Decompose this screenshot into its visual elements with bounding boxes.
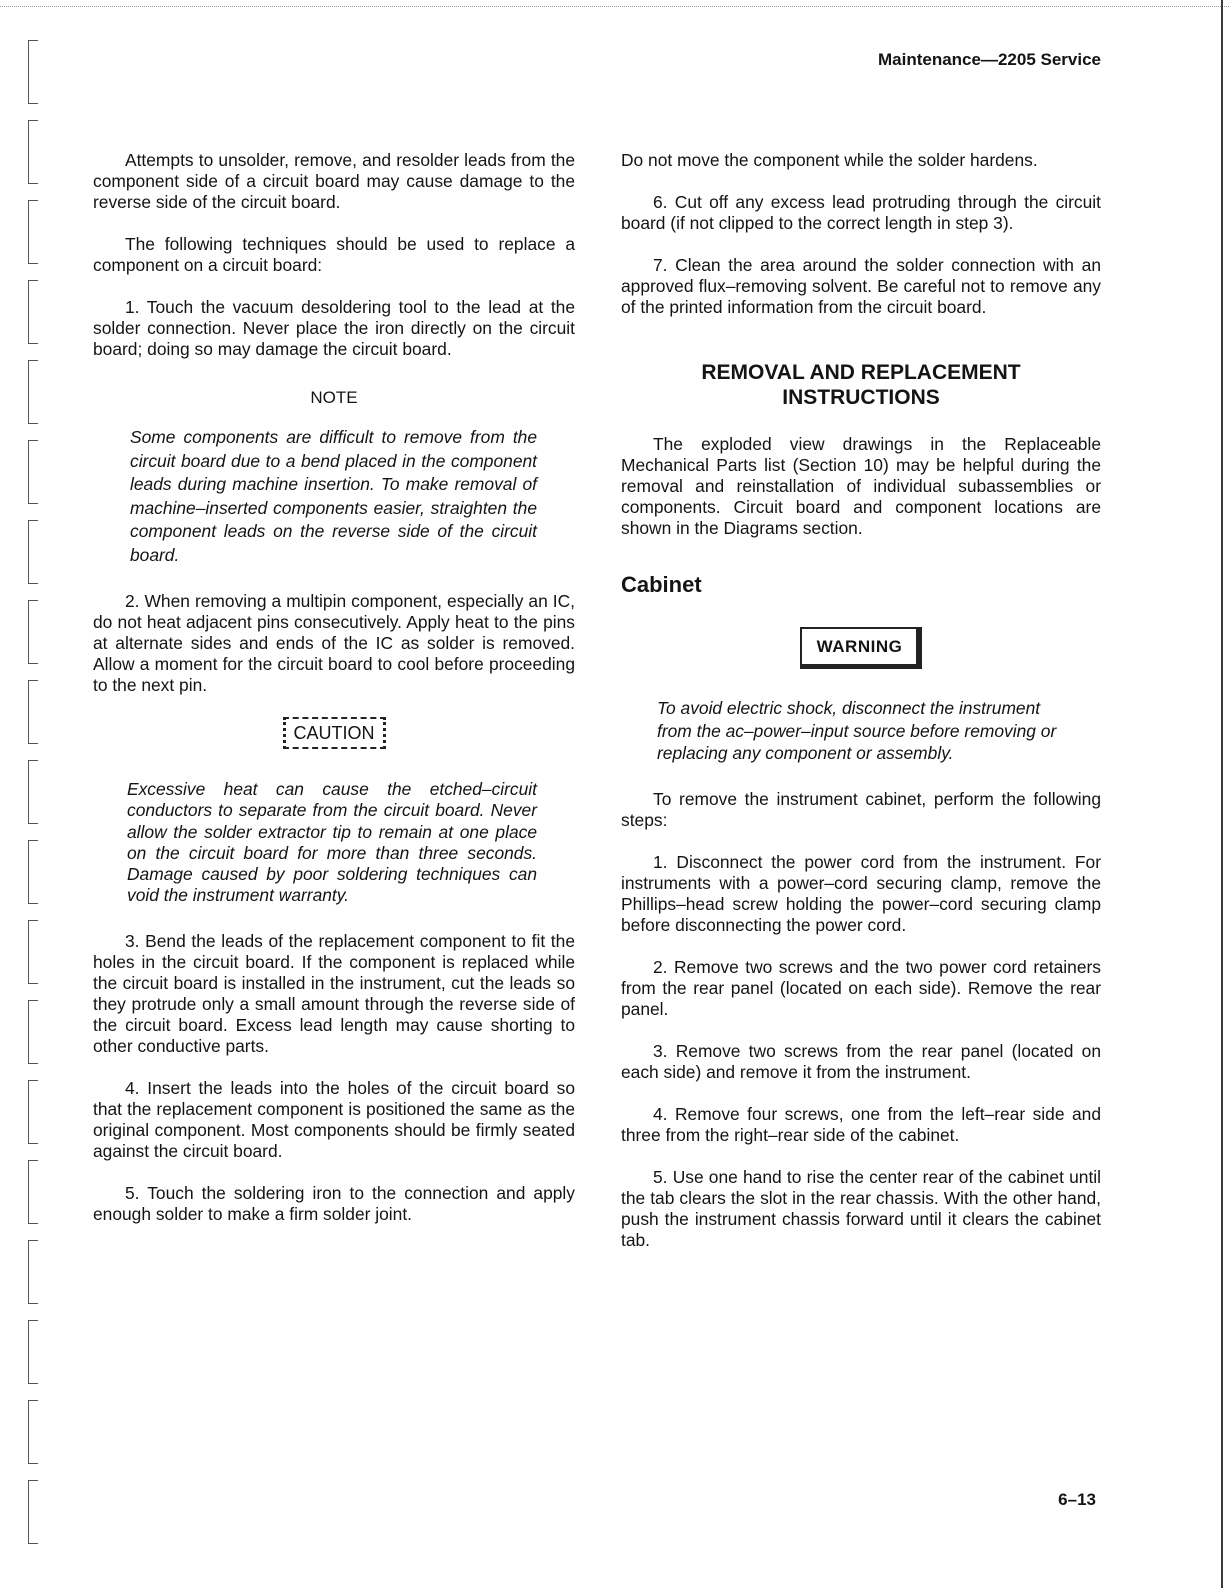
scan-right-edge [1221, 0, 1223, 1588]
warning-label: WARNING [800, 627, 923, 669]
binding-hole [28, 760, 38, 824]
step-7: 7. Clean the area around the solder connection with an approved flux–removing solvent. Be careful not to remove any of the printed information from the circuit board. [621, 255, 1101, 317]
note-title: NOTE [310, 388, 358, 407]
scan-top-rule [0, 6, 1229, 7]
cabinet-step-4: 4. Remove four screws, one from the left–rear side and three from the right–rear side of the cabinet. [621, 1103, 1101, 1145]
binding-hole [28, 680, 38, 744]
binding-hole [28, 440, 38, 504]
binding-hole [28, 1400, 38, 1464]
binding-hole [28, 520, 38, 584]
step-5: 5. Touch the soldering iron to the connection and apply enough solder to make a firm solder joint. [93, 1182, 575, 1224]
binding-hole [28, 1320, 38, 1384]
left-column [93, 150, 575, 1246]
binding-hole [28, 1080, 38, 1144]
page-number: 6–13 [1058, 1490, 1096, 1509]
paragraph-techniques-intro: The following techniques should be used to replace a component on a circuit board: [93, 234, 575, 275]
caution-text: Excessive heat can cause the etched–circuit conductors to separate from the circuit board. Never allow the solder extractor tip to remain at one place on the circuit board for more than three seconds. Damage caused by poor soldering techniques can void the instrument warranty. [127, 779, 537, 906]
cabinet-heading: Cabinet [621, 572, 702, 597]
running-header: Maintenance—2205 Service [877, 50, 1101, 69]
step-6: 6. Cut off any excess lead protruding through the circuit board (if not clipped to the correct length in step 3). [621, 192, 1101, 233]
binding-hole [28, 40, 38, 104]
binding-hole [28, 120, 38, 184]
section-heading [621, 360, 1101, 410]
binding-hole [28, 920, 38, 984]
cabinet-step-2: 2. Remove two screws and the two power cord retainers from the rear panel (located on each side). Remove the rear panel. [621, 956, 1101, 1019]
step-4: 4. Insert the leads into the holes of the circuit board so that the replacement component is positioned the same as the original component. Most components should be firmly seated against the circuit board. [93, 1077, 575, 1161]
right-column [621, 150, 1101, 1272]
binding-hole [28, 1240, 38, 1304]
binding-hole [28, 200, 38, 264]
binding-hole [28, 1480, 38, 1544]
step-5-continued: Do not move the component while the solder hardens. [621, 150, 1038, 170]
caution-label: CAUTION [283, 717, 386, 749]
caution-box [93, 717, 575, 749]
warning-text: To avoid electric shock, disconnect the instrument from the ac–power–input source before removing or replacing any component or assembly. [657, 698, 1057, 763]
binding-hole [28, 360, 38, 424]
section-heading-line-2: INSTRUCTIONS [782, 386, 940, 409]
binding-hole [28, 280, 38, 344]
binding-hole [28, 600, 38, 664]
cabinet-step-5: 5. Use one hand to rise the center rear of the cabinet until the tab clears the slot in the rear chassis. With the other hand, push the instrument chassis forward until it clears the cabinet tab. [621, 1166, 1101, 1250]
paragraph-unsolder-warning: Attempts to unsolder, remove, and resolder leads from the component side of a circuit board may cause damage to the reverse side of the circuit board. [93, 150, 575, 212]
section-intro: The exploded view drawings in the Replaceable Mechanical Parts list (Section 10) may be helpful during the removal and reinstallation of individual subassemblies or components. Circuit board and component locations are shown in the Diagrams section. [621, 434, 1101, 538]
binding-hole [28, 840, 38, 904]
binding-hole [28, 1000, 38, 1064]
step-1: 1. Touch the vacuum desoldering tool to the lead at the solder connection. Never place the iron directly on the circuit board; doing so may damage the circuit board. [93, 297, 575, 359]
binding-hole [28, 1160, 38, 1224]
cabinet-removal-intro: To remove the instrument cabinet, perform the following steps: [621, 788, 1101, 830]
note-text: Some components are difficult to remove from the circuit board due to a bend placed in the component leads during machine insertion. To make removal of machine–inserted components easier, straighten the component leads on the reverse side of the circuit board. [130, 427, 537, 565]
cabinet-step-3: 3. Remove two screws from the rear panel (located on each side) and remove it from the instrument. [621, 1040, 1101, 1082]
warning-box [621, 627, 1101, 669]
section-heading-line-1: REMOVAL AND REPLACEMENT [701, 361, 1021, 384]
step-2: 2. When removing a multipin component, especially an IC, do not heat adjacent pins consecutively. Apply heat to the pins at alternate sides and ends of the IC as solder is removed. Allow a moment for the circuit board to cool before proceeding to the next pin. [93, 591, 575, 695]
step-3: 3. Bend the leads of the replacement component to fit the holes in the circuit board. If the component is replaced while the circuit board is installed in the instrument, cut the leads so they protrude only a small amount through the reverse side of the circuit board. Excess lead length may cause shorting to other conductive parts. [93, 930, 575, 1056]
cabinet-step-1: 1. Disconnect the power cord from the instrument. For instruments with a power–cord securing clamp, remove the Phillips–head screw holding the power–cord securing clamp before disconnecting the power cord. [621, 851, 1101, 935]
